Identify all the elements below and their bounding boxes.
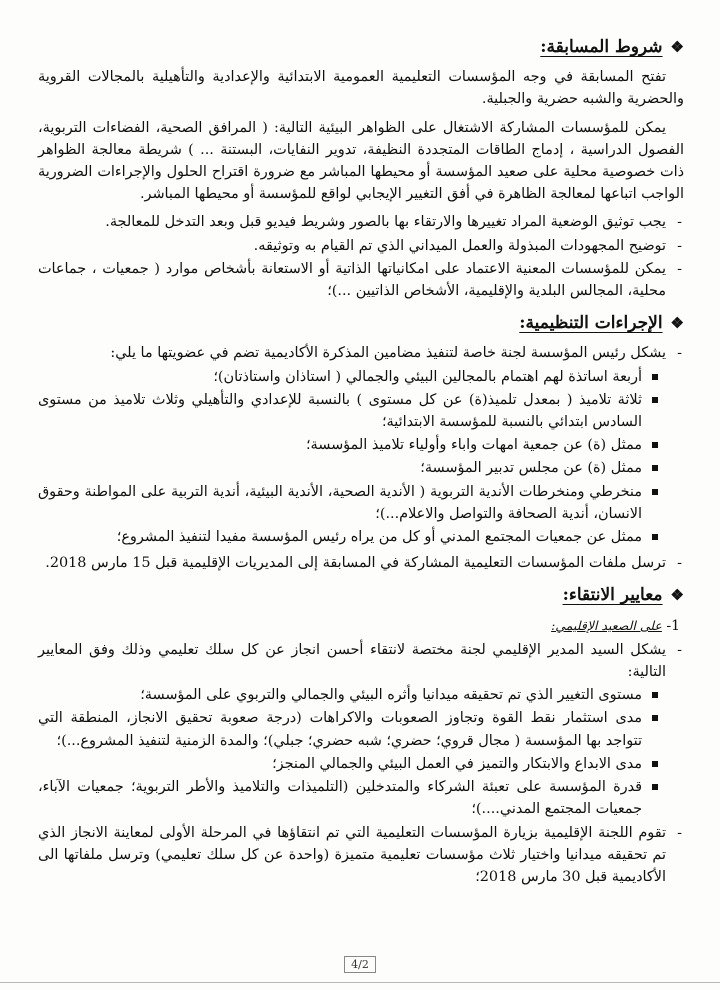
- section-heading-conditions: [38, 36, 684, 58]
- list-item: - يشكل رئيس المؤسسة لجنة خاصة لتنفيذ مضامين المذكرة الأكاديمية تضم في عضويتها ما يلي:: [38, 342, 684, 364]
- list-item: ممثل (ة) عن مجلس تدبير المؤسسة؛: [38, 457, 684, 479]
- list-item: - يشكل السيد المدير الإقليمي لجنة مختصة لانتقاء أحسن انجاز عن كل سلك تعليمي وذلك وفق المعايير التالية:: [38, 639, 684, 683]
- list-item: - تقوم اللجنة الإقليمية بزيارة المؤسسات التعليمية التي تم انتقاؤها في المرحلة الأولى لمعاينة الانجاز الذي تم تحقيقه ميدانيا واختيار ثلاث مؤسسات تعليمية متميزة (واحدة عن كل سلك تعليمي) وترسل ملفاتها الى الأكاديمية قبل 30 مارس 2018؛: [38, 822, 684, 889]
- document-page: [38, 30, 684, 889]
- section-title: معايير الانتقاء:: [562, 585, 663, 606]
- subsection-title: على الصعيد الإقليمي:: [551, 617, 662, 633]
- paragraph: تفتح المسابقة في وجه المؤسسات التعليمية العمومية الابتدائية والإعدادية والتأهيلية بالمجالات القروية والحضرية والشبه حضرية والجبلية.: [38, 69, 684, 108]
- list-item: مستوى التغيير الذي تم تحقيقه ميدانيا وأثره البيئي والجمالي والتربوي على المؤسسة؛: [38, 684, 684, 706]
- subsection-number: 1-: [666, 617, 680, 634]
- list-item: ممثل عن جمعيات المجتمع المدني أو كل من يراه رئيس المؤسسة مفيدا لتنفيذ المشروع؛: [38, 526, 684, 548]
- diamond-bullet-icon: ❖: [670, 586, 684, 605]
- list-item: - ترسل ملفات المؤسسات التعليمية المشاركة في المسابقة إلى المديريات الإقليمية قبل 15 مارس 2018.: [38, 552, 684, 574]
- subsection-heading: [38, 615, 684, 637]
- paragraph: يمكن للمؤسسات المشاركة الاشتغال على الظواهر البيئية التالية: ( المرافق الصحية، الفضاءات التربوية، الفصول الدراسية ، إدماج الطاقات المتجددة النظيفة، تدوير النفايات، البستنة ... ) شريطة معالجة الظواهر ذات خصوصية محلية على صعيد المؤسسة أو محيطها المباشر مع ضرورة اقتراح الحلول والإجراءات الضرورية الواجب اتباعها لمعالجة الظاهرة في أفق التغيير الإيجابي لواقع للمؤسسة أو محيطها المباشر.: [38, 119, 684, 203]
- diamond-bullet-icon: ❖: [670, 38, 684, 56]
- list-item: قدرة المؤسسة على تعبئة الشركاء والمتدخلين (التلميذات والتلاميذ والأطر التربوية؛ جمعيات الآباء، جمعيات المجتمع المدني....)؛: [38, 776, 684, 820]
- list-item: مدى الابداع والابتكار والتميز في العمل البيئي والجمالي المنجز؛: [38, 753, 684, 775]
- list-item: ممثل (ة) عن جمعية امهات واباء وأولياء تلاميذ المؤسسة؛: [38, 434, 684, 456]
- list-item: ثلاثة تلاميذ ( بمعدل تلميذ(ة) عن كل مستوى ) بالنسبة للإعدادي والتأهيلي وثلاث تلاميذ من مستوى السادس ابتدائي بالنسبة للمؤسسة الابتدائية؛: [38, 389, 684, 433]
- list-item: - يجب توثيق الوضعية المراد تغييرها والارتقاء بها بالصور وشريط فيديو قبل وبعد التدخل للمعالجة.: [38, 211, 684, 233]
- diamond-bullet-icon: ❖: [670, 314, 684, 333]
- section-title: الإجراءات التنظيمية:: [519, 313, 663, 334]
- section-heading-criteria: [38, 584, 684, 606]
- list-item: مدى استثمار نقط القوة وتجاوز الصعوبات والاكراهات (درجة صعوبة تحقيق الانجاز، المنطقة التي تتواجد بها المؤسسة ( مجال قروي؛ حضري؛ شبه حضري؛ جبلي)؛ والمدة الزمنية لتنفيذ المشروع...)؛: [38, 707, 684, 751]
- list-item: - توضيح المجهودات المبذولة والعمل الميداني الذي تم القيام به وتوثيقه.: [38, 235, 684, 257]
- list-item: أربعة اساتذة لهم اهتمام بالمجالين البيئي والجمالي ( استاذان واستاذتان)؛: [38, 366, 684, 388]
- divider: [0, 982, 720, 983]
- list-item: - يمكن للمؤسسات المعنية الاعتماد على امكانياتها الذاتية أو الاستعانة بأشخاص موارد ( جمعيات ، جماعات محلية، المجالس البلدية والإقليمية، الأشخاص الذاتيين ...)؛: [38, 258, 684, 302]
- section-title: شروط المسابقة:: [540, 37, 663, 57]
- section-heading-procedures: [38, 312, 684, 334]
- page-number: 4/2: [0, 958, 720, 971]
- list-item: منخرطي ومنخرطات الأندية التربوية ( الأندية الصحية، الأندية البيئية، أندية التربية على المواطنة وحقوق الانسان، أندية الصحافة والتواصل والاعلام...)؛: [38, 481, 684, 525]
